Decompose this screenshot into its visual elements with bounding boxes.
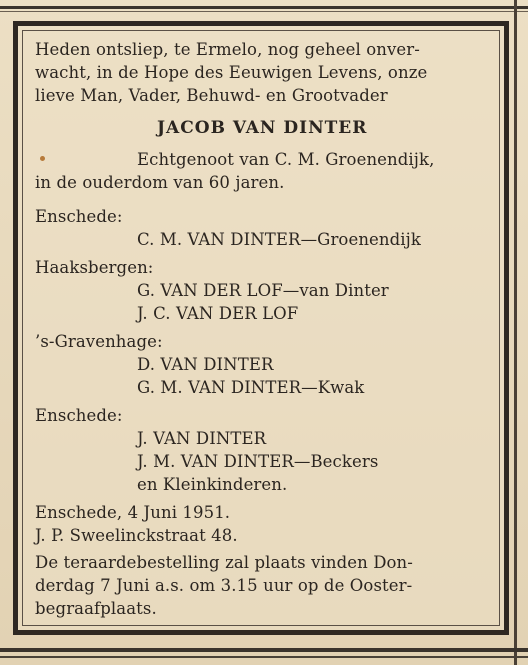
spouse-line-2: in de ouderdom van 60 jaren. xyxy=(35,173,285,192)
address-line: J. P. Sweelinckstraat 48. xyxy=(35,526,238,545)
intro-line-1: Heden ontsliep, te Ermelo, nog geheel onver- xyxy=(35,40,420,59)
place-haaksbergen: Haaksbergen: xyxy=(35,258,154,277)
intro-line-2: wacht, in de Hope des Eeuwigen Levens, onze xyxy=(35,63,428,82)
place-gravenhage: ’s-Gravenhage: xyxy=(35,332,163,351)
family-member: G. VAN DER LOF—van Dinter xyxy=(137,281,389,300)
place-enschede-2: Enschede: xyxy=(35,406,123,425)
ink-speck xyxy=(40,156,45,161)
family-member: C. M. VAN DINTER—Groenendijk xyxy=(137,230,422,249)
family-member: J. C. VAN DER LOF xyxy=(137,304,299,323)
funeral-line-3: begraafplaats. xyxy=(35,599,157,618)
family-member: G. M. VAN DINTER—Kwak xyxy=(137,378,365,397)
top-rule-thin xyxy=(0,11,528,12)
spouse-line-1: Echtgenoot van C. M. Groenendijk, xyxy=(137,150,435,169)
intro-line-3: lieve Man, Vader, Behuwd- en Grootvader xyxy=(35,86,388,105)
date-line: Enschede, 4 Juni 1951. xyxy=(35,503,231,522)
bottom-rule-thin xyxy=(0,656,528,658)
grandchildren-line: en Kleinkinderen. xyxy=(137,475,288,494)
family-member: D. VAN DINTER xyxy=(137,355,274,374)
funeral-line-2: derdag 7 Juni a.s. om 3.15 uur op de Ooster- xyxy=(35,576,413,595)
top-rule xyxy=(0,6,528,9)
place-enschede-1: Enschede: xyxy=(35,207,123,226)
funeral-line-1: De teraardebestelling zal plaats vinden Don- xyxy=(35,553,413,572)
bottom-rule xyxy=(0,648,528,652)
family-member: J. VAN DINTER xyxy=(137,429,267,448)
column-divider xyxy=(514,0,517,665)
deceased-name: JACOB VAN DINTER xyxy=(157,118,368,138)
family-member: J. M. VAN DINTER—Beckers xyxy=(137,452,379,471)
